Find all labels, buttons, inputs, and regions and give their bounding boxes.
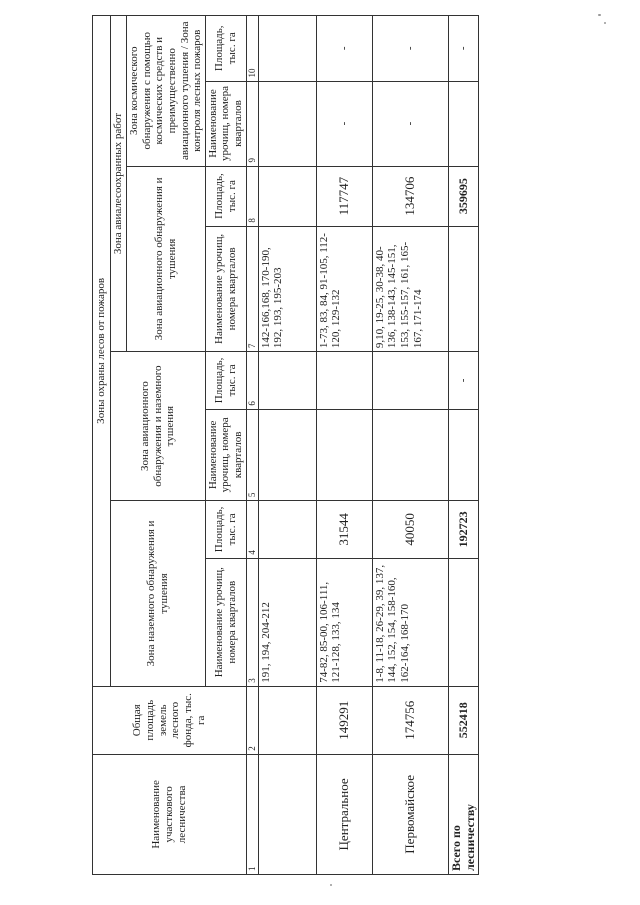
cell-ground-quarters: 1-8, 11-18, 26-29, 39, 137, 144, 152, 154, 158-160, 162-164, 168-170 [372, 558, 448, 686]
cell-total-area: 149291 [316, 686, 372, 754]
subheader-aviation-quarters: Наименование урочищ, номера кварталов [205, 226, 246, 351]
cell-aviation-quarters: 142-166,168, 170-190, 192, 193, 195-203 [258, 226, 316, 351]
cell-ground-area: 40050 [372, 501, 448, 559]
col-number: 9 [246, 81, 258, 166]
cell-aviation-area [258, 166, 316, 226]
header-zone-aviation: Зона авиационного обнаружения и тушения [127, 166, 206, 352]
subheader-aerial-ground-quarters: Наименование урочищ, номера кварталов [205, 409, 246, 501]
rotated-table-container [92, 15, 477, 875]
cell-aviation-area: 117747 [316, 166, 372, 226]
subheader-aviation-area: Площадь, тыс. га [205, 166, 246, 226]
cell-ground-quarters [448, 558, 479, 686]
table-row [316, 16, 372, 875]
col-number: 3 [246, 558, 258, 686]
header-zone-ground: Зона наземного обнаружения и тушения [111, 501, 206, 687]
header-zone-space: Зона космического обнаружения с помощью космических средств и преимущественно авиационного тушения / Зона контроля лесных пожаров [127, 16, 206, 167]
subheader-ground-area: Площадь, тыс. га [205, 501, 246, 559]
cell-aviation-quarters: 1-73, 83, 84, 91-105, 112-120, 129-132 [316, 226, 372, 351]
cell-total-area: 174756 [372, 686, 448, 754]
cell-ground-area [258, 501, 316, 559]
col-number: 5 [246, 409, 258, 501]
header-zone-aviation-works: Зона авиалесоохранных работ [111, 16, 127, 352]
cell-aerial-ground-area [316, 352, 372, 410]
cell-aerial-ground-area [258, 352, 316, 410]
cell-ground-area: 31544 [316, 501, 372, 559]
cell-aerial-ground-quarters [372, 409, 448, 501]
cell-space-quarters [448, 81, 479, 166]
header-fire-zones: Зоны охраны лесов от пожаров [93, 16, 111, 687]
cell-total-area [258, 686, 316, 754]
subheader-space-area: Площадь, тыс. га [205, 16, 246, 82]
col-number: 7 [246, 226, 258, 351]
cell-space-area: - [448, 16, 479, 82]
cell-total-area: 552418 [448, 686, 479, 754]
cell-aviation-area: 134706 [372, 166, 448, 226]
cell-aerial-ground-area: - [448, 352, 479, 410]
col-number: 8 [246, 166, 258, 226]
cell-ground-quarters: 191, 194, 204-212 [258, 558, 316, 686]
cell-space-quarters: - [316, 81, 372, 166]
cell-space-area [258, 16, 316, 82]
cell-space-quarters: - [372, 81, 448, 166]
col-number: 1 [246, 754, 258, 874]
cell-space-quarters [258, 81, 316, 166]
table-row [372, 16, 448, 875]
col-number: 4 [246, 501, 258, 559]
header-zone-aerial-ground: Зона авиационного обнаружения и наземного тушения [111, 352, 206, 501]
header-forestry-name: Наименование участкового лесничества [93, 754, 247, 874]
cell-aviation-quarters [448, 226, 479, 351]
cell-forestry-name: Центральное [316, 754, 372, 874]
cell-aerial-ground-quarters [316, 409, 372, 501]
cell-ground-quarters: 74-82, 85-00, 106-111, 121-128, 133, 134 [316, 558, 372, 686]
subheader-ground-quarters: Наименование урочищ, номера кварталов [205, 558, 246, 686]
col-number: 2 [246, 686, 258, 754]
subheader-aerial-ground-area: Площадь, тыс. га [205, 352, 246, 410]
cell-forestry-name [258, 754, 316, 874]
scan-speck [330, 884, 332, 886]
cell-aerial-ground-quarters [448, 409, 479, 501]
cell-aerial-ground-area [372, 352, 448, 410]
cell-aviation-quarters: 9,10, 19-25, 30-38, 40-136, 138-143, 145-151, 153, 155-157, 161, 165-167, 171-174 [372, 226, 448, 351]
cell-ground-area: 192723 [448, 501, 479, 559]
table-row [258, 16, 316, 875]
cell-aviation-area: 359695 [448, 166, 479, 226]
col-number: 10 [246, 16, 258, 82]
scan-speck [598, 14, 601, 16]
cell-space-area: - [372, 16, 448, 82]
col-number: 6 [246, 352, 258, 410]
cell-forestry-name: Первомайское [372, 754, 448, 874]
forest-fire-zones-table [92, 15, 479, 875]
cell-space-area: - [316, 16, 372, 82]
cell-total-label: Всего по лесничеству [448, 754, 479, 874]
scan-speck [604, 22, 606, 24]
subheader-space-quarters: Наименование урочищ, номера кварталов [205, 81, 246, 166]
header-total-area: Общая площадь земель лесного фонда, тыс. га [93, 686, 247, 754]
table-row-total [448, 16, 479, 875]
cell-aerial-ground-quarters [258, 409, 316, 501]
